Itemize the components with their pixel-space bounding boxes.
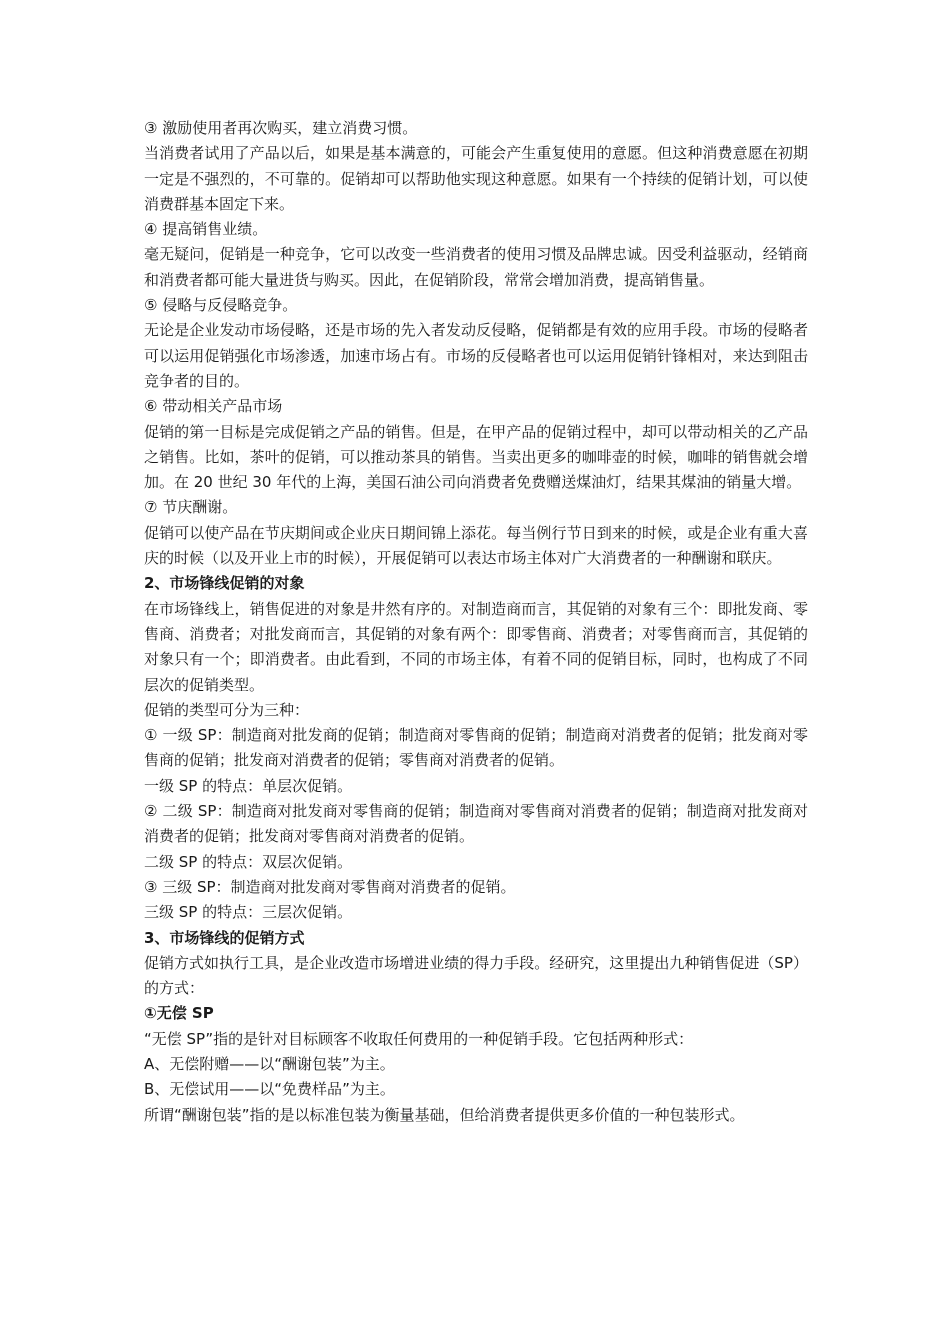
body-paragraph: 无论是企业发动市场侵略，还是市场的先入者发动反侵略，促销都是有效的应用手段。市场的侵略者可以运用促销强化市场渗透，加速市场占有。市场的反侵略者也可以运用促销针锋相对，来达到阻击竞争者的目的。 [144, 321, 808, 390]
list-item-a: A、无偿附赠——以“酬谢包装”为主。 [144, 1054, 395, 1073]
list-heading-6: ⑥ 带动相关产品市场 [144, 397, 283, 416]
list-heading-3: ③ 激励使用者再次购买，建立消费习惯。 [144, 119, 418, 137]
list-heading-4: ④ 提高销售业绩。 [144, 220, 268, 239]
sp-level-3-feature: 三级 SP 的特点：三层次促销。 [144, 903, 353, 922]
list-item-sp-level-2: ② 二级 SP：制造商对批发商对零售商的促销；制造商对零售商对消费者的促销；制造商对批发商对消费者的促销；批发商对零售商对消费者的促销。 [144, 802, 808, 846]
body-paragraph: “无偿 SP”指的是针对目标顾客不收取任何费用的一种促销手段。它包括两种形式： [144, 1029, 694, 1048]
document-body [144, 116, 808, 1128]
body-paragraph: 当消费者试用了产品以后，如果是基本满意的，可能会产生重复使用的意愿。但这种消费意愿在初期一定是不强烈的，不可靠的。促销却可以帮助他实现这种意愿。如果有一个持续的促销计划，可以使消费群基本固定下来。 [144, 144, 808, 213]
body-paragraph: 毫无疑问，促销是一种竞争，它可以改变一些消费者的使用习惯及品牌忠诚。因受利益驱动，经销商和消费者都可能大量进货与购买。因此，在促销阶段，常常会增加消费，提高销售量。 [144, 245, 808, 289]
list-heading-free-sp: ①无偿 SP [144, 1004, 214, 1023]
section-heading-2: 2、市场锋线促销的对象 [144, 574, 305, 593]
body-paragraph: 在市场锋线上，销售促进的对象是井然有序的。对制造商而言，其促销的对象有三个：即批发商、零售商、消费者；对批发商而言，其促销的对象有两个：即零售商、消费者；对零售商而言，其促销的对象只有一个；即消费者。由此看到，不同的市场主体，有着不同的促销目标，同时，也构成了不同层次的促销类型。 [144, 599, 808, 694]
list-item-sp-level-3: ③ 三级 SP：制造商对批发商对零售商对消费者的促销。 [144, 877, 516, 896]
list-item-sp-level-1: ① 一级 SP：制造商对批发商的促销；制造商对零售商的促销；制造商对消费者的促销；批发商对零售商的促销；批发商对消费者的促销；零售商对消费者的促销。 [144, 726, 808, 770]
body-paragraph: 促销可以使产品在节庆期间或企业庆日期间锦上添花。每当例行节日到来的时候，或是企业有重大喜庆的时候（以及开业上市的时候），开展促销可以表达市场主体对广大消费者的一种酬谢和联庆。 [144, 523, 808, 568]
sp-level-1-feature: 一级 SP 的特点：单层次促销。 [144, 776, 353, 795]
list-heading-5: ⑤ 侵略与反侵略竞争。 [144, 296, 298, 315]
section-heading-3: 3、市场锋线的促销方式 [144, 928, 305, 947]
sp-level-2-feature: 二级 SP 的特点：双层次促销。 [144, 852, 353, 871]
list-heading-7: ⑦ 节庆酬谢。 [144, 498, 238, 517]
list-item-b: B、无偿试用——以“免费样品”为主。 [144, 1080, 395, 1099]
body-paragraph: 所谓“酬谢包装”指的是以标准包装为衡量基础，但给消费者提供更多价值的一种包装形式。 [144, 1105, 745, 1124]
body-paragraph: 促销方式如执行工具，是企业改造市场增进业绩的得力手段。经研究，这里提出九种销售促进（SP）的方式： [144, 953, 808, 998]
body-paragraph: 促销的第一目标是完成促销之产品的销售。但是，在甲产品的促销过程中，却可以带动相关的乙产品之销售。比如，茶叶的促销，可以推动茶具的销售。当卖出更多的咖啡壶的时候，咖啡的销售就会增加。在 20 世纪 30 年代的上海，美国石油公司向消费者免费赠送煤油灯，结果其煤油的销量大增。 [144, 422, 808, 492]
body-paragraph: 促销的类型可分为三种： [144, 700, 310, 719]
